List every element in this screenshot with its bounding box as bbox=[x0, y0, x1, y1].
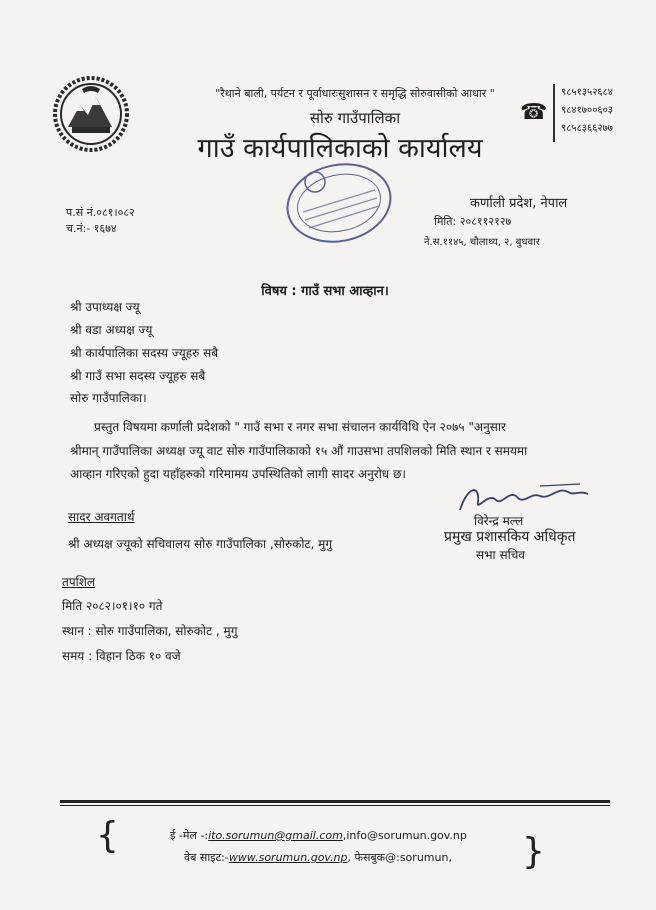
footer-email-line bbox=[170, 828, 467, 843]
phone-number: ९८४१७००६०३ bbox=[561, 105, 613, 116]
nepal-sambat-date: ने.स.११४५, चौलाथ्य, २, बुधवार bbox=[424, 237, 540, 248]
letter-date: मिति: २०८११२१२७ bbox=[434, 215, 512, 228]
phone-number: ९८५१३५२६८४ bbox=[561, 87, 613, 98]
dispatch-number: च.नं:- १६७४ bbox=[66, 222, 117, 235]
footer-divider bbox=[60, 800, 610, 803]
phone-list bbox=[553, 84, 631, 142]
body-line: श्रीमान् गाउँपालिका अध्यक्ष ज्यू वाट सोरु गाउँपालिकाको १५ औं गाउसभा तपशिलको मिति स्थान र समयमा bbox=[70, 444, 528, 458]
footer-left-brace: { bbox=[96, 815, 119, 856]
email-label: ई -मेल -: bbox=[170, 829, 209, 842]
body-line: आव्हान गरिएको हुदा यहाँहरुको गरिमामय उपस्थितिको लागी सादर अनुरोध छ। bbox=[70, 467, 406, 481]
email-link-info[interactable]: ,info@sorumun.gov.np bbox=[342, 829, 467, 842]
details-heading: तपशिल bbox=[62, 575, 96, 589]
facebook-handle[interactable]: , फेसबुक@:sorumun, bbox=[347, 851, 452, 864]
signatory-name: विरेन्द्र मल्ल bbox=[474, 514, 524, 528]
email-link-ito[interactable]: ito.sorumun@gmail.com bbox=[208, 829, 343, 842]
cc-line: श्री अध्यक्ष ज्यूको सचिवालय सोरु गाउँपालिका ,सोरुकोट, मुगु bbox=[68, 537, 333, 551]
phone-number: ९८५८३६६२७७ bbox=[561, 123, 613, 134]
province-label: कर्णाली प्रदेश, नेपाल bbox=[470, 196, 568, 211]
signatory-role: सभा सचिव bbox=[476, 548, 525, 562]
municipality-name: सोरु गाउँपालिका bbox=[309, 109, 401, 127]
details-time: समय : विहान ठिक १० वजे bbox=[62, 649, 181, 663]
reference-number: प.सं नं.०८१।०८२ bbox=[66, 206, 135, 219]
letter-subject: विषय : गाउँ सभा आव्हान। bbox=[261, 284, 389, 299]
recipient-line: सोरु गाउँपालिका। bbox=[70, 391, 147, 405]
phone-icon: ☎ bbox=[520, 100, 548, 125]
recipient-line: श्री उपाध्यक्ष ज्यू bbox=[70, 300, 140, 314]
cc-heading: सादर अवगतार्थ bbox=[68, 510, 135, 524]
signatory-title: प्रमुख प्रशासकिय अधिकृत bbox=[444, 529, 576, 545]
nepal-emblem-logo bbox=[52, 75, 130, 153]
office-seal-stamp bbox=[283, 160, 395, 246]
recipient-line: श्री कार्यपालिका सदस्य ज्यूहरु सबै bbox=[70, 346, 219, 360]
recipient-line: श्री वडा अध्यक्ष ज्यू bbox=[70, 323, 153, 337]
footer-web-line bbox=[184, 850, 452, 865]
recipient-line: श्री गाउँ सभा सदस्य ज्यूहरु सबै bbox=[70, 369, 206, 383]
details-place: स्थान : सोरु गाउँपालिका, सोरुकोट , मुगु bbox=[62, 624, 238, 638]
website-label: वेब साइट:- bbox=[184, 851, 229, 864]
details-date: मिति २०८२।०१।१० गते bbox=[62, 599, 163, 613]
footer-divider-thin bbox=[60, 805, 610, 806]
website-link[interactable]: www.sorumun.gov.np bbox=[228, 851, 348, 864]
footer-right-brace: } bbox=[522, 831, 545, 872]
office-title: गाउँ कार्यपालिकाको कार्यालय bbox=[197, 133, 483, 164]
body-line: प्रस्तुत विषयमा कर्णाली प्रदेशको " गाउँ सभा र नगर सभा संचालन कार्यविधि ऐन २०७५ "अनुसार bbox=[94, 420, 506, 434]
letterhead-motto: "रैथाने बाली, पर्यटन र पूर्वाधारःसुशासन र समृद्धि सोरुवासीको आधार " bbox=[215, 87, 495, 100]
